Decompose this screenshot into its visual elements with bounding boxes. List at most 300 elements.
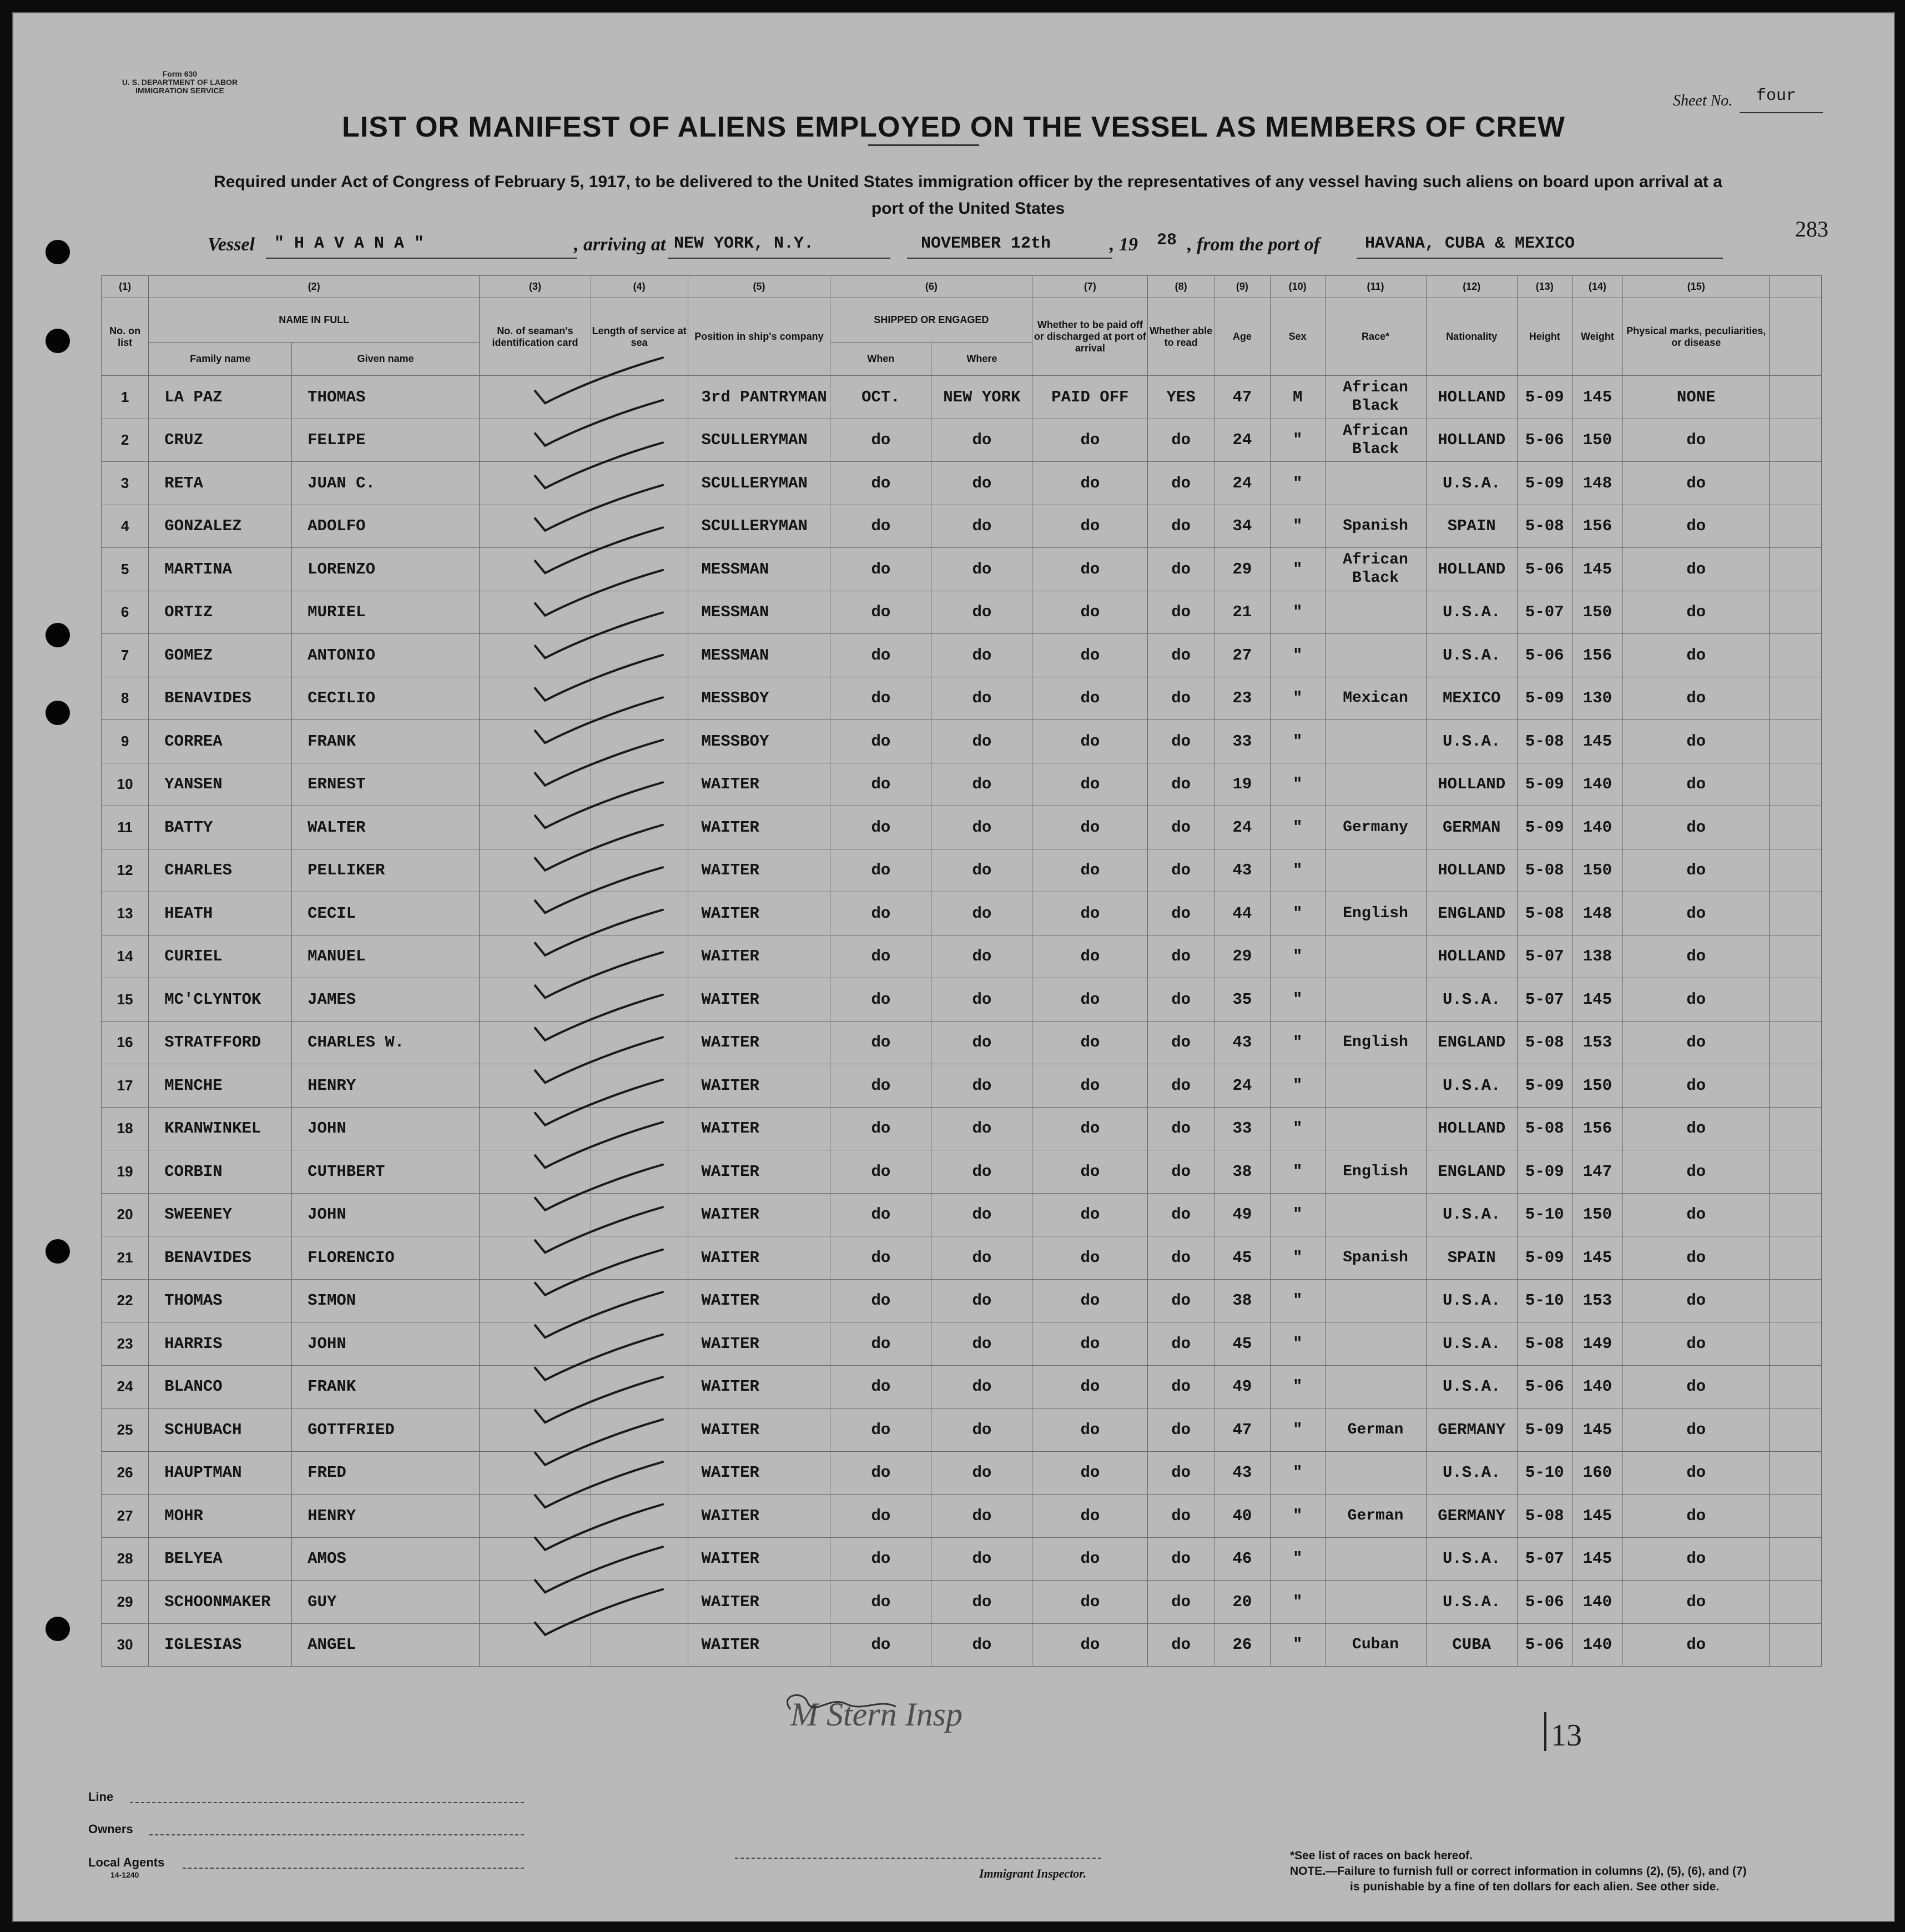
check-mark [535,1207,663,1252]
cell-paid-off: do [1032,591,1148,634]
cell-paid-off: do [1032,677,1148,720]
cell-paid-off: do [1032,548,1148,591]
cell-age: 29 [1214,548,1270,591]
check-mark [535,1420,663,1465]
cell-physical-marks: do [1623,634,1770,677]
cell-where: do [931,1581,1032,1624]
cell-able-read: do [1148,1581,1214,1624]
col-length-service: Length of service at sea [591,298,688,376]
cell-sex: " [1270,1021,1325,1064]
cell-physical-marks: do [1623,1581,1770,1624]
check-mark [535,358,663,403]
cell-where: do [931,978,1032,1022]
cell-age: 45 [1214,1322,1270,1366]
cell-no-on-list: 21 [102,1236,149,1280]
cell-paid-off: do [1032,1193,1148,1236]
check-mark [535,485,663,531]
cell-position: MESSMAN [688,548,830,591]
cell-able-read: do [1148,1236,1214,1280]
cell-position: WAITER [688,1279,830,1322]
note-penalty-line-1: NOTE.—Failure to furnish full or correct information in columns (2), (5), (6), and (7) [1290,1865,1747,1878]
cell-no-on-list: 30 [102,1623,149,1667]
cell-where: do [931,1279,1032,1322]
cell-given-name: ANTONIO [292,634,480,677]
cell-height: 5-09 [1517,763,1572,806]
cell-able-read: do [1148,677,1214,720]
cell-race: African Black [1325,419,1426,462]
cell-no-on-list: 25 [102,1408,149,1452]
cell-position: WAITER [688,1495,830,1538]
cell-weight: 150 [1572,591,1623,634]
cell-when: do [830,1322,931,1366]
cell-weight: 147 [1572,1150,1623,1194]
cell-able-read: do [1148,935,1214,978]
cell-nationality: U.S.A. [1426,1193,1517,1236]
cell-sex: " [1270,591,1325,634]
cell-able-read: do [1148,892,1214,935]
cell-paid-off: do [1032,849,1148,892]
cell-weight: 150 [1572,419,1623,462]
cell-weight: 145 [1572,1408,1623,1452]
cell-physical-marks: do [1623,763,1770,806]
cell-weight: 145 [1572,978,1623,1022]
cell-no-on-list: 16 [102,1021,149,1064]
cell-paid-off: do [1032,1365,1148,1408]
cell-able-read: do [1148,1064,1214,1108]
from-port-value: HAVANA, CUBA & MEXICO [1365,234,1575,253]
cell-sex: " [1270,892,1325,935]
cell-position: WAITER [688,1322,830,1366]
cell-height: 5-06 [1517,1623,1572,1667]
cell-family-name: MOHR [149,1495,292,1538]
cell-race: Cuban [1325,1623,1426,1667]
cell-height: 5-08 [1517,1495,1572,1538]
footer-agents-code: 14-1240 [110,1870,139,1879]
cell-no-on-list: 10 [102,763,149,806]
cell-age: 43 [1214,1451,1270,1495]
cell-sex: " [1270,634,1325,677]
cell-when: do [830,419,931,462]
cell-paid-off: do [1032,1107,1148,1150]
cell-sex: " [1270,849,1325,892]
cell-given-name: AMOS [292,1537,480,1581]
cell-family-name: BELYEA [149,1537,292,1581]
cell-position: MESSMAN [688,591,830,634]
cell-nationality: GERMANY [1426,1495,1517,1538]
cell-family-name: GOMEZ [149,634,292,677]
arriving-value: NEW YORK, N.Y. [674,234,814,253]
cell-able-read: do [1148,720,1214,763]
cell-able-read: do [1148,1365,1214,1408]
cell-paid-off: do [1032,1150,1148,1194]
cell-when: do [830,1064,931,1108]
cell-sex: " [1270,1193,1325,1236]
cell-height: 5-06 [1517,419,1572,462]
cell-given-name: GOTTFRIED [292,1408,480,1452]
check-mark [535,825,663,871]
cell-given-name: SIMON [292,1279,480,1322]
cell-weight: 148 [1572,892,1623,935]
cell-physical-marks: do [1623,548,1770,591]
form-title: LIST OR MANIFEST OF ALIENS EMPLOYED ON THE VESSEL AS MEMBERS OF CREW [342,111,1565,143]
cell-able-read: do [1148,1021,1214,1064]
cell-given-name: WALTER [292,806,480,849]
cell-family-name: STRATFFORD [149,1021,292,1064]
cell-able-read: do [1148,1322,1214,1366]
check-mark [535,1462,663,1507]
cell-age: 35 [1214,978,1270,1022]
cell-where: do [931,1021,1032,1064]
cell-height: 5-10 [1517,1193,1572,1236]
cell-family-name: MENCHE [149,1064,292,1108]
cell-able-read: do [1148,591,1214,634]
cell-weight: 140 [1572,763,1623,806]
footer-owners-label: Owners [88,1822,133,1836]
cell-where: do [931,677,1032,720]
cell-race: African Black [1325,548,1426,591]
cell-physical-marks: do [1623,1279,1770,1322]
cell-physical-marks: do [1623,1537,1770,1581]
page-number: 283 [1795,217,1828,242]
cell-sex: " [1270,1322,1325,1366]
cell-nationality: U.S.A. [1426,1322,1517,1366]
cell-paid-off: do [1032,720,1148,763]
cell-where: do [931,1064,1032,1108]
cell-physical-marks: do [1623,892,1770,935]
cell-family-name: YANSEN [149,763,292,806]
cell-where: do [931,720,1032,763]
cell-weight: 149 [1572,1322,1623,1366]
cell-nationality: U.S.A. [1426,1365,1517,1408]
cell-able-read: do [1148,1537,1214,1581]
cell-where: do [931,1236,1032,1280]
cell-position: WAITER [688,1365,830,1408]
cell-height: 5-09 [1517,462,1572,505]
cell-weight: 153 [1572,1279,1623,1322]
cell-where: do [931,806,1032,849]
cell-no-on-list: 18 [102,1107,149,1150]
cell-given-name: CECIL [292,892,480,935]
cell-given-name: JUAN C. [292,462,480,505]
cell-when: do [830,1537,931,1581]
cell-nationality: HOLLAND [1426,1107,1517,1150]
cell-position: WAITER [688,1623,830,1667]
check-mark [535,1547,663,1592]
cell-physical-marks: NONE [1623,376,1770,419]
cell-given-name: FELIPE [292,419,480,462]
cell-physical-marks: do [1623,1107,1770,1150]
cell-when: do [830,1279,931,1322]
cell-able-read: do [1148,1408,1214,1452]
col-when: When [830,343,931,376]
cell-height: 5-09 [1517,1064,1572,1108]
cell-where: do [931,505,1032,548]
cell-race: English [1325,892,1426,935]
cell-weight: 148 [1572,462,1623,505]
cell-when: do [830,720,931,763]
check-mark [535,1377,663,1422]
cell-paid-off: do [1032,1064,1148,1108]
cell-height: 5-10 [1517,1279,1572,1322]
cell-height: 5-07 [1517,935,1572,978]
col-shipped-engaged: SHIPPED OR ENGAGED [830,298,1032,343]
cell-sex: " [1270,462,1325,505]
cell-position: WAITER [688,892,830,935]
cell-physical-marks: do [1623,419,1770,462]
cell-nationality: HOLLAND [1426,419,1517,462]
cell-age: 49 [1214,1365,1270,1408]
cell-given-name: HENRY [292,1064,480,1108]
cell-where: do [931,935,1032,978]
cell-sex: " [1270,763,1325,806]
cell-weight: 140 [1572,806,1623,849]
cell-height: 5-09 [1517,1408,1572,1452]
cell-race: Spanish [1325,505,1426,548]
cell-position: WAITER [688,1236,830,1280]
cell-weight: 156 [1572,505,1623,548]
cell-paid-off: do [1032,1623,1148,1667]
cell-sex: " [1270,978,1325,1022]
cell-nationality: U.S.A. [1426,1537,1517,1581]
cell-physical-marks: do [1623,1365,1770,1408]
col-name-in-full: NAME IN FULL [149,298,480,343]
cell-where: do [931,763,1032,806]
cell-weight: 140 [1572,1623,1623,1667]
check-mark [535,910,663,955]
cell-able-read: do [1148,462,1214,505]
cell-where: do [931,634,1032,677]
column-number-row: (1) (2) (3) (4) (5) (6) (7) (8) (9) (10) (11) (12) (13) (14) (15) [102,276,1822,298]
cell-able-read: do [1148,1150,1214,1194]
cell-paid-off: do [1032,419,1148,462]
arrival-date: NOVEMBER 12th [921,234,1051,253]
col-race: Race* [1325,298,1426,376]
cell-physical-marks: do [1623,591,1770,634]
cell-physical-marks: do [1623,1193,1770,1236]
cell-family-name: HAUPTMAN [149,1451,292,1495]
col-where: Where [931,343,1032,376]
cell-age: 21 [1214,591,1270,634]
cell-when: do [830,935,931,978]
form-number: Form 630 [162,69,198,78]
cell-where: do [931,591,1032,634]
cell-where: do [931,1193,1032,1236]
cell-given-name: ANGEL [292,1623,480,1667]
cell-height: 5-09 [1517,677,1572,720]
sheet-number-value: four [1756,87,1797,105]
cell-sex: " [1270,548,1325,591]
cell-paid-off: do [1032,935,1148,978]
cell-age: 45 [1214,1236,1270,1280]
cell-sex: " [1270,1236,1325,1280]
cell-weight: 130 [1572,677,1623,720]
col-given-name: Given name [292,343,480,376]
cell-weight: 145 [1572,1495,1623,1538]
cell-height: 5-09 [1517,806,1572,849]
footer-line-label: Line [88,1790,114,1804]
cell-height: 5-09 [1517,1236,1572,1280]
cell-height: 5-08 [1517,720,1572,763]
check-mark [535,1505,663,1550]
cell-paid-off: do [1032,634,1148,677]
cell-paid-off: do [1032,1495,1148,1538]
cell-family-name: BLANCO [149,1365,292,1408]
cell-where: do [931,462,1032,505]
department-name: U. S. DEPARTMENT OF LABOR [122,78,238,87]
cell-when: do [830,849,931,892]
col-age: Age [1214,298,1270,376]
cell-family-name: HEATH [149,892,292,935]
cell-no-on-list: 23 [102,1322,149,1366]
cell-no-on-list: 27 [102,1495,149,1538]
cell-family-name: THOMAS [149,1279,292,1322]
cell-nationality: GERMAN [1426,806,1517,849]
check-mark [535,1037,663,1083]
cell-height: 5-09 [1517,376,1572,419]
cell-nationality: ENGLAND [1426,1150,1517,1194]
cell-able-read: do [1148,763,1214,806]
cell-no-on-list: 24 [102,1365,149,1408]
cell-height: 5-06 [1517,548,1572,591]
cell-sex: " [1270,1365,1325,1408]
cell-age: 23 [1214,677,1270,720]
cell-physical-marks: do [1623,806,1770,849]
check-mark [535,782,663,828]
cell-weight: 156 [1572,634,1623,677]
cell-position: WAITER [688,1107,830,1150]
cell-when: do [830,1451,931,1495]
cell-no-on-list: 28 [102,1537,149,1581]
cell-position: WAITER [688,1021,830,1064]
cell-physical-marks: do [1623,720,1770,763]
cell-weight: 160 [1572,1451,1623,1495]
cell-nationality: U.S.A. [1426,1279,1517,1322]
cell-nationality: HOLLAND [1426,763,1517,806]
cell-given-name: PELLIKER [292,849,480,892]
cell-height: 5-10 [1517,1451,1572,1495]
cell-weight: 150 [1572,849,1623,892]
cell-where: do [931,1623,1032,1667]
cell-race: Germany [1325,806,1426,849]
col-physical-marks: Physical marks, peculiarities, or disease [1623,298,1770,376]
cell-weight: 138 [1572,935,1623,978]
cell-when: do [830,548,931,591]
cell-race: English [1325,1021,1426,1064]
cell-when: do [830,677,931,720]
cell-paid-off: do [1032,1236,1148,1280]
cell-paid-off: do [1032,978,1148,1022]
cell-sex: " [1270,1537,1325,1581]
cell-nationality: HOLLAND [1426,376,1517,419]
cell-age: 38 [1214,1279,1270,1322]
cell-sex: " [1270,720,1325,763]
cell-given-name: CHARLES W. [292,1021,480,1064]
cell-nationality: U.S.A. [1426,1451,1517,1495]
cell-weight: 145 [1572,720,1623,763]
cell-paid-off: do [1032,1322,1148,1366]
cell-given-name: MURIEL [292,591,480,634]
cell-where: do [931,1365,1032,1408]
cell-weight: 153 [1572,1021,1623,1064]
cell-able-read: do [1148,419,1214,462]
cell-when: do [830,1193,931,1236]
cell-physical-marks: do [1623,1021,1770,1064]
cell-when: do [830,1107,931,1150]
cell-given-name: FLORENCIO [292,1236,480,1280]
cell-age: 43 [1214,1021,1270,1064]
cell-family-name: BENAVIDES [149,677,292,720]
cell-position: MESSMAN [688,634,830,677]
cell-when: OCT. [830,376,931,419]
cell-age: 27 [1214,634,1270,677]
cell-where: do [931,1408,1032,1452]
cell-position: WAITER [688,763,830,806]
check-mark [535,867,663,913]
cell-no-on-list: 20 [102,1193,149,1236]
col-height: Height [1517,298,1572,376]
check-mark [535,697,663,743]
check-mark [535,612,663,658]
cell-given-name: ADOLFO [292,505,480,548]
cell-when: do [830,1408,931,1452]
cell-age: 26 [1214,1623,1270,1667]
cell-when: do [830,1581,931,1624]
cell-age: 44 [1214,892,1270,935]
check-mark [535,1292,663,1337]
cell-physical-marks: do [1623,677,1770,720]
col-no-on-list: No. on list [102,298,149,376]
cell-family-name: LA PAZ [149,376,292,419]
cell-nationality: U.S.A. [1426,1064,1517,1108]
cell-nationality: ENGLAND [1426,892,1517,935]
check-mark [535,1165,663,1210]
check-mark [535,1122,663,1168]
cell-no-on-list: 4 [102,505,149,548]
cell-sex: " [1270,419,1325,462]
cell-paid-off: do [1032,892,1148,935]
cell-family-name: IGLESIAS [149,1623,292,1667]
cell-where: do [931,1537,1032,1581]
cell-sex: " [1270,1279,1325,1322]
check-mark [535,400,663,446]
cell-height: 5-07 [1517,591,1572,634]
cell-sex: " [1270,1150,1325,1194]
cell-given-name: THOMAS [292,376,480,419]
cell-able-read: do [1148,634,1214,677]
cell-given-name: LORENZO [292,548,480,591]
cell-family-name: CORBIN [149,1150,292,1194]
col-family-name: Family name [149,343,292,376]
cell-family-name: CURIEL [149,935,292,978]
cell-race: Spanish [1325,1236,1426,1280]
cell-family-name: MC'CLYNTOK [149,978,292,1022]
cell-sex: " [1270,1581,1325,1624]
cell-nationality: GERMANY [1426,1408,1517,1452]
vessel-label: Vessel [208,234,255,255]
cell-when: do [830,462,931,505]
cell-no-on-list: 22 [102,1279,149,1322]
cell-given-name: MANUEL [292,935,480,978]
cell-when: do [830,1150,931,1194]
cell-when: do [830,978,931,1022]
cell-given-name: FRANK [292,720,480,763]
cell-physical-marks: do [1623,935,1770,978]
cell-where: do [931,548,1032,591]
cell-position: SCULLERYMAN [688,419,830,462]
cell-paid-off: do [1032,806,1148,849]
cell-physical-marks: do [1623,1623,1770,1667]
cell-position: WAITER [688,1193,830,1236]
